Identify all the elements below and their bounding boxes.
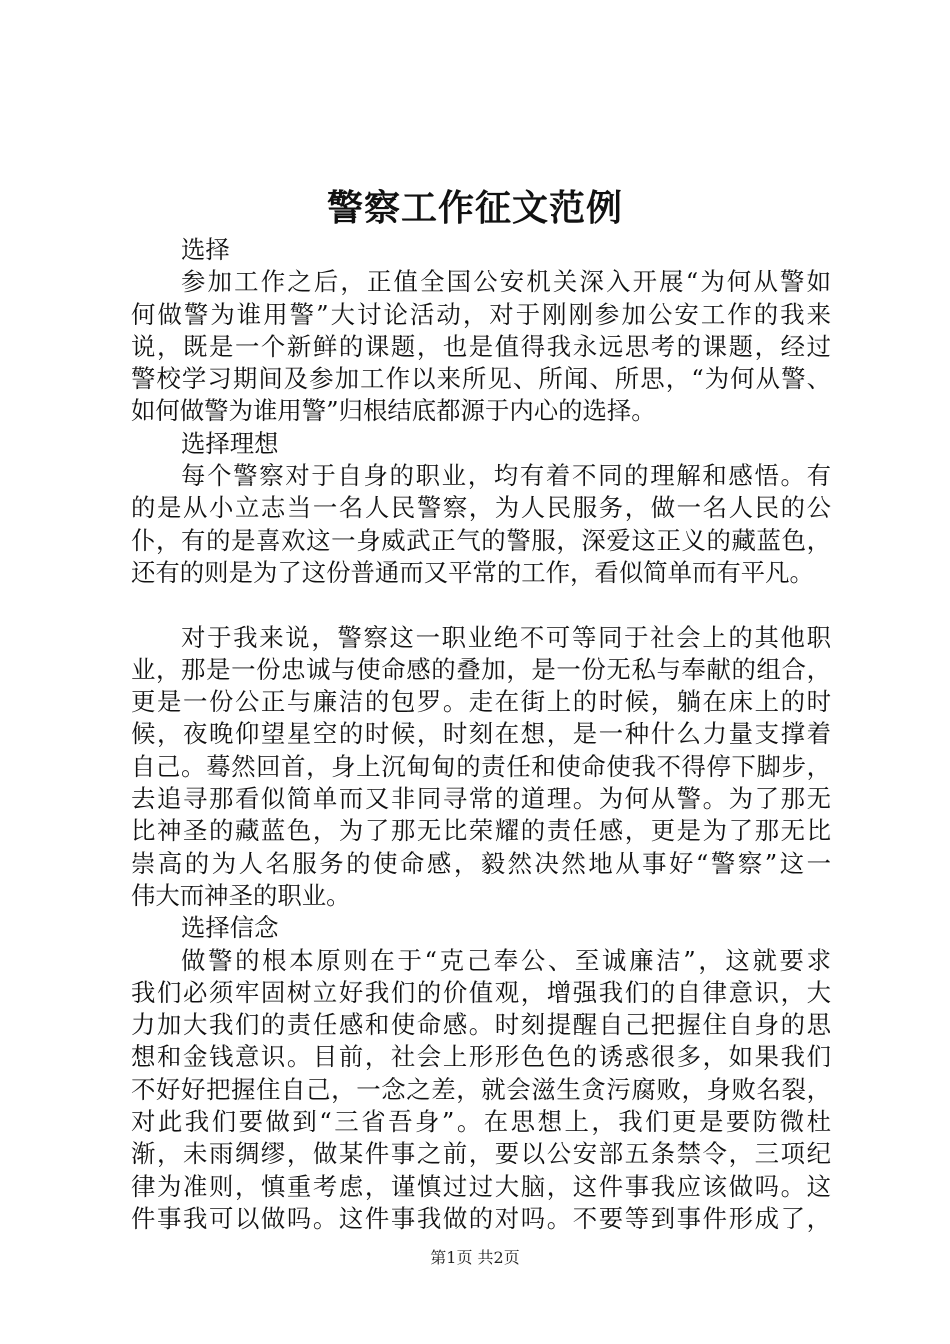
paragraph-1	[131, 266, 831, 427]
text-line: 如何做警为谁用警”归根结底都源于内心的选择。	[131, 396, 656, 426]
text-line: 律为准则，慎重考虑，谨慎过过大脑，这件事我应该做吗。这	[131, 1171, 831, 1201]
paragraph-gap	[131, 589, 831, 621]
text-line: 我们必须牢固树立好我们的价值观，增强我们的自律意识，大	[131, 977, 831, 1007]
section-heading: 选择信念	[181, 913, 279, 943]
text-line: 自己。蓦然回首，身上沉甸甸的责任和使命使我不得停下脚步，	[131, 751, 831, 781]
page-number-footer: 第1页 共2页	[430, 1248, 520, 1267]
text-line: 候，夜晚仰望星空的时候，时刻在想，是一种什么力量支撑着	[131, 719, 831, 749]
text-line: 对于我来说，警察这一职业绝不可等同于社会上的其他职	[181, 622, 831, 652]
paragraph-4	[131, 945, 831, 1236]
paragraph-2	[131, 460, 831, 589]
text-line: 想和金钱意识。目前，社会上形形色色的诱惑很多，如果我们	[131, 1042, 831, 1072]
text-line: 去追寻那看似简单而又非同寻常的道理。为何从警。为了那无	[131, 784, 831, 814]
paragraph-3	[131, 622, 831, 913]
text-line: 业，那是一份忠诚与使命感的叠加，是一份无私与奉献的组合，	[131, 654, 831, 684]
text-line: 件事我可以做吗。这件事我做的对吗。不要等到事件形成了，	[131, 1203, 831, 1233]
section-heading: 选择	[181, 235, 230, 264]
text-line: 不好好把握住自己，一念之差，就会滋生贪污腐败，身败名裂，	[131, 1074, 831, 1104]
section-heading: 选择理想	[181, 428, 279, 458]
text-line: 更是一份公正与廉洁的包罗。走在街上的时候，躺在床上的时	[131, 687, 831, 717]
document-body	[131, 234, 831, 1235]
text-line: 做警的根本原则在于“克己奉公、至诚廉洁”，这就要求	[181, 945, 831, 975]
document-title: 警察工作征文范例	[326, 187, 623, 229]
text-line: 对此我们要做到“三省吾身”。在思想上，我们更是要防微杜	[131, 1107, 831, 1137]
text-line: 比神圣的藏蓝色，为了那无比荣耀的责任感，更是为了那无比	[131, 816, 831, 846]
text-line: 伟大而神圣的职业。	[131, 880, 351, 910]
text-line: 何做警为谁用警”大讨论活动，对于刚刚参加公安工作的我来	[131, 299, 831, 329]
text-line: 还有的则是为了这份普通而又平常的工作，看似简单而有平凡。	[131, 557, 814, 587]
text-line: 仆，有的是喜欢这一身威武正气的警服，深爱这正义的藏蓝色，	[131, 525, 831, 555]
text-line: 每个警察对于自身的职业，均有着不同的理解和感悟。有	[181, 461, 831, 491]
text-line: 警校学习期间及参加工作以来所见、所闻、所思，“为何从警、	[131, 364, 831, 394]
text-line: 的是从小立志当一名人民警察，为人民服务，做一名人民的公	[131, 493, 831, 523]
text-line: 力加大我们的责任感和使命感。时刻提醒自己把握住自身的思	[131, 1010, 831, 1040]
text-line: 参加工作之后，正值全国公安机关深入开展“为何从警如	[181, 267, 831, 297]
text-line: 说，既是一个新鲜的课题，也是值得我永远思考的课题，经过	[131, 331, 831, 361]
text-line: 渐，未雨绸缪，做某件事之前，要以公安部五条禁令，三项纪	[131, 1139, 831, 1169]
text-line: 崇高的为人名服务的使命感，毅然决然地从事好“警察”这一	[131, 848, 831, 878]
